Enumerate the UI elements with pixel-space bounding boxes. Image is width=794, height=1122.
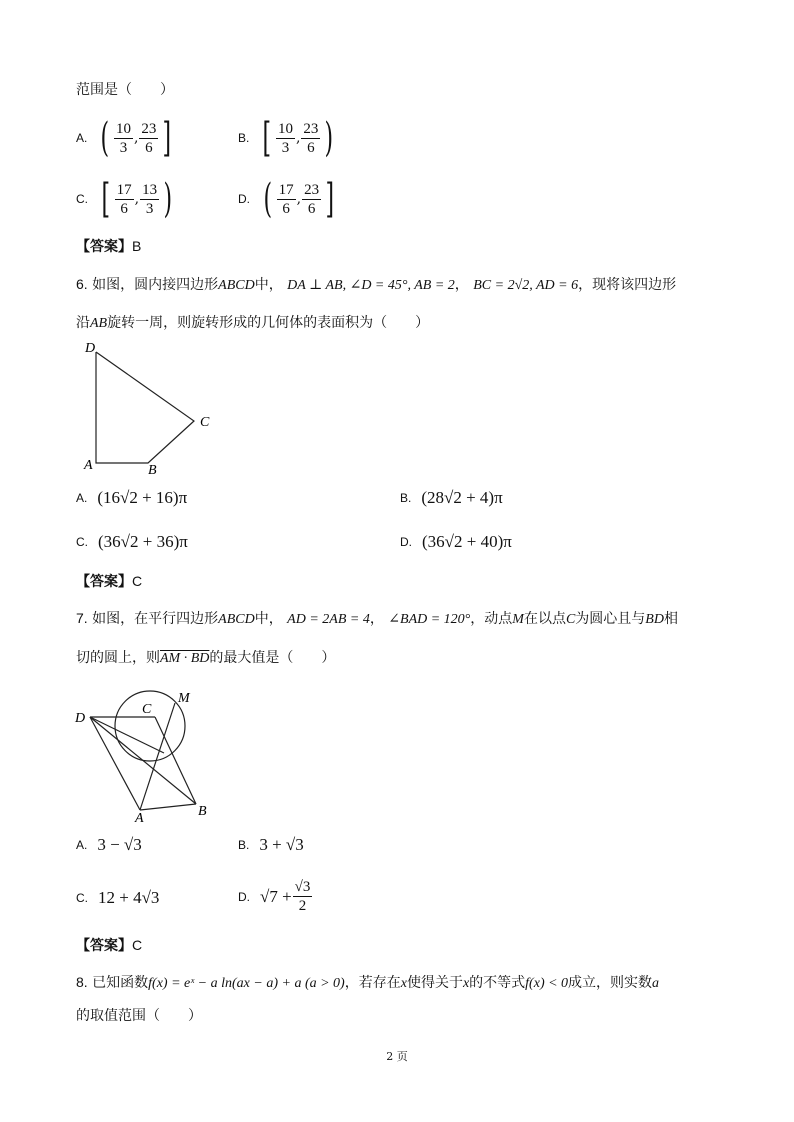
q7-answer: 【答案】C <box>76 937 143 954</box>
q6-option-d[interactable]: D. (36√2 + 40)π <box>400 532 512 551</box>
q6-option-b[interactable]: B. (28√2 + 4)π <box>400 488 503 507</box>
q7-figure <box>72 680 222 825</box>
q8-stem-line1: 8. 已知函数f(x) = eˣ − a ln(ax − a) + a (a > 0)，若存在x使得关于x的不等式f(x) < 0成立，则实数a <box>76 974 660 991</box>
q6-option-a[interactable]: A. (16√2 + 16)π <box>76 488 188 507</box>
q6-answer: 【答案】C <box>76 573 143 590</box>
q7-label-m: M <box>178 691 190 706</box>
q6-stem-line1: 6. 如图，圆内接四边形ABCD中， DA ⊥ AB, ∠D = 45°, AB = 2， BC = 2√2, AD = 6，现将该四边形 <box>76 276 677 293</box>
q7-label-c: C <box>142 702 152 717</box>
q6-label-d: D <box>85 341 96 356</box>
q6-figure <box>76 336 226 476</box>
q6-label-c: C <box>200 415 210 430</box>
q7-stem-line1: 7. 如图，在平行四边形ABCD中， AD = 2AB = 4， ∠BAD = 120°，动点M在以点C为圆心且与BD相 <box>76 610 678 627</box>
q7-diag-bd <box>90 717 196 804</box>
page-number: 2 页 <box>386 1050 408 1063</box>
q6-label-a: A <box>84 458 93 473</box>
q6-label-b: B <box>148 463 157 476</box>
q7-side-cb <box>155 717 196 804</box>
q7-seg-am <box>140 703 175 810</box>
q7-label-b: B <box>198 804 207 819</box>
q5-option-c[interactable]: C. [ $\frac{17}{6}$ , $\frac{13}{3}$ ) <box>76 176 173 222</box>
q7-option-a[interactable]: A. 3 − √3 <box>76 835 142 854</box>
q6-quadrilateral <box>96 352 194 463</box>
q5-option-b[interactable]: B. [ $\frac{10}{3}$ , $\frac{23}{6}$ ) <box>238 115 334 161</box>
q7-side-ba <box>140 804 196 810</box>
q7-label-d: D <box>75 711 86 726</box>
q5-answer: 【答案】B <box>76 238 142 255</box>
q8-stem-line2: 的取值范围（ ） <box>76 1008 202 1024</box>
q7-option-b[interactable]: B. 3 + √3 <box>238 835 304 854</box>
q6-stem-line2: 沿AB旋转一周，则旋转形成的几何体的表面积为（ ） <box>76 315 430 331</box>
q5-option-d[interactable]: D. ( $\frac{17}{6}$ , $\frac{23}{6}$ ] <box>238 176 335 222</box>
q5-stem-tail: 范围是（ ） <box>76 82 174 98</box>
q7-option-c[interactable]: C. 12 + 4√3 <box>76 888 160 907</box>
q6-option-c[interactable]: C. (36√2 + 36)π <box>76 532 188 551</box>
q7-label-a: A <box>135 811 144 825</box>
q5-option-a[interactable]: A. ( $\frac{10}{3}$ , $\frac{23}{6}$ ] <box>76 115 172 161</box>
q7-option-d[interactable]: D. √7 + $\frac{√3}{2}$ <box>238 879 311 914</box>
q7-stem-line2: 切的圆上，则AM · BD的最大值是（ ） <box>76 650 336 666</box>
